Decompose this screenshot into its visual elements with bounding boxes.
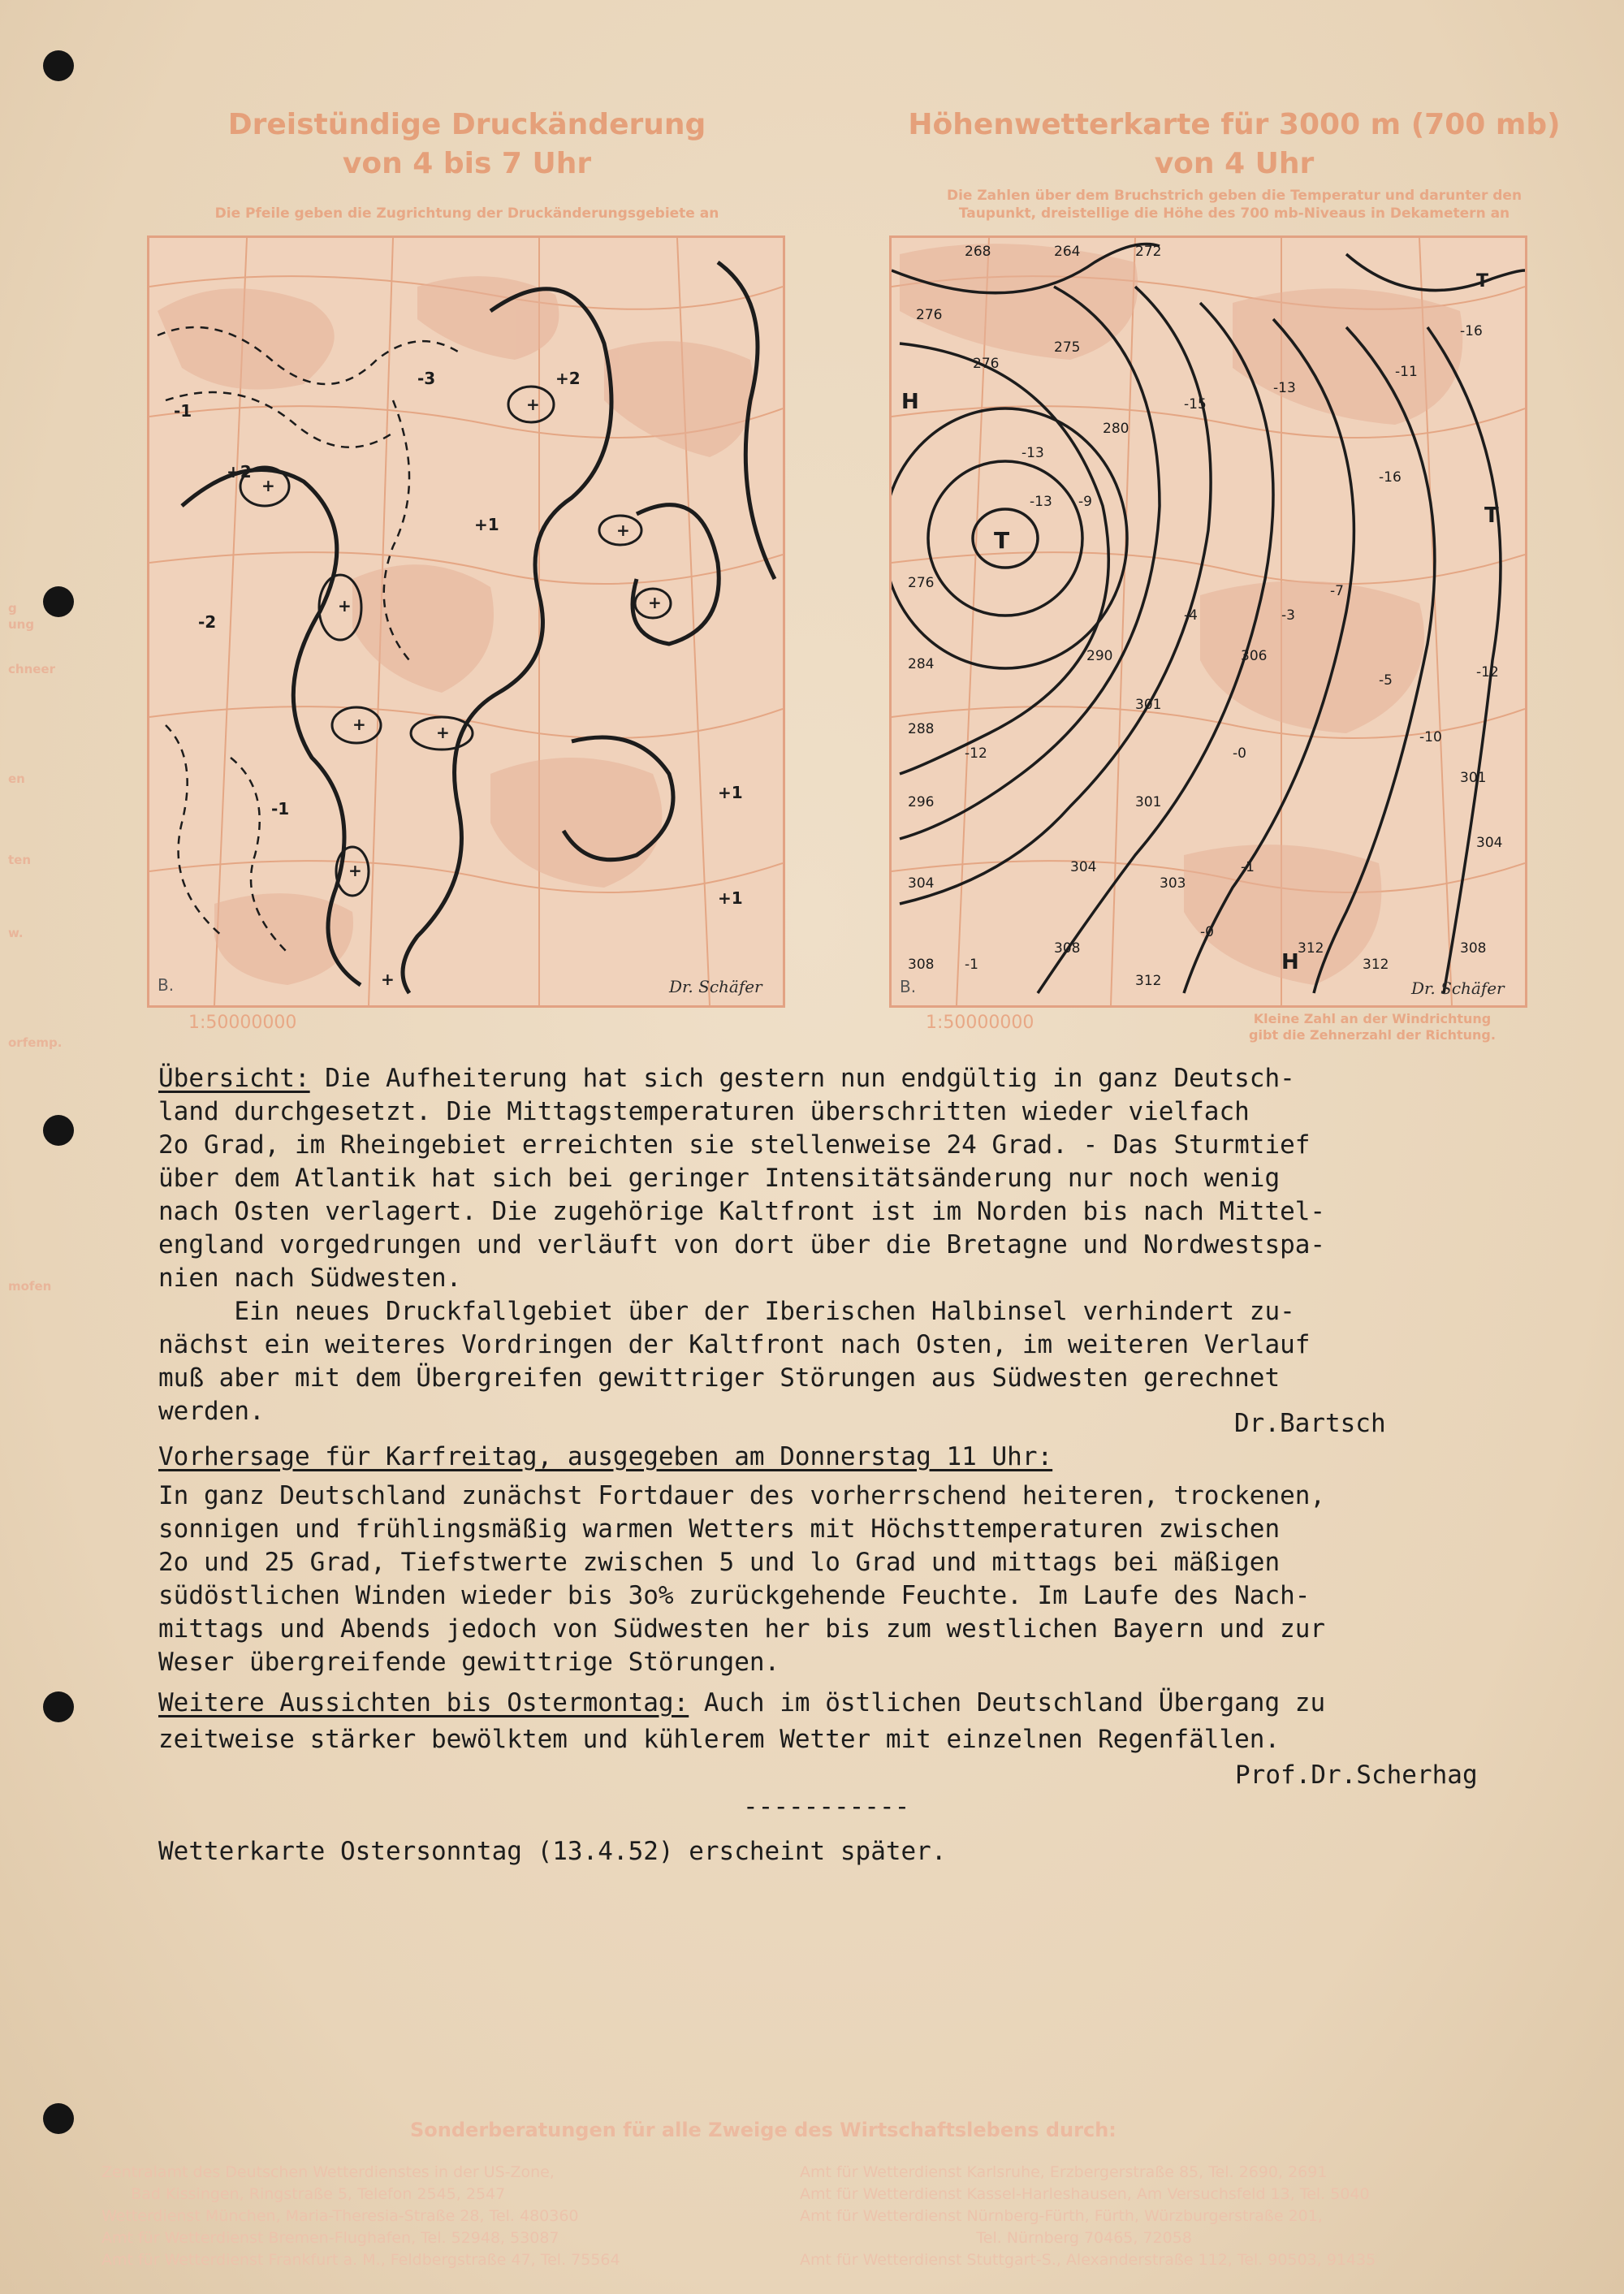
separator-line: ----------- (743, 1792, 910, 1821)
margin-note: ung (8, 617, 35, 632)
pressure-change-map-drawing (149, 238, 783, 1005)
svg-text:264: 264 (1054, 244, 1081, 260)
aussichten-line1-text: Auch im östlichen Deutschland Übergang zu (689, 1688, 1326, 1717)
svg-text:275: 275 (1054, 339, 1081, 356)
svg-text:312: 312 (1363, 957, 1389, 973)
svg-text:276: 276 (916, 307, 943, 323)
punch-hole (43, 1115, 74, 1146)
svg-text:-16: -16 (1460, 323, 1483, 339)
uebersicht-line1-text: Die Aufheiterung hat sich gestern nun endgültig in ganz Deutsch- (309, 1064, 1295, 1093)
svg-text:-9: -9 (1078, 494, 1092, 510)
svg-text:-12: -12 (965, 745, 987, 762)
right-map-subtitle-line2: Taupunkt, dreistellige die Höhe des 700 mb-Niveaus in Dekametern an (958, 205, 1510, 222)
vorhersage-line: Weser übergreifende gewittrige Störungen. (158, 1648, 780, 1677)
svg-text:-13: -13 (1021, 445, 1044, 461)
svg-text:-12: -12 (1476, 664, 1499, 680)
svg-text:280: 280 (1103, 421, 1129, 437)
svg-text:+2: +2 (227, 462, 252, 482)
svg-text:312: 312 (1298, 940, 1324, 957)
svg-text:301: 301 (1135, 794, 1162, 810)
svg-text:308: 308 (1460, 940, 1487, 957)
left-map-title-line2: von 4 bis 7 Uhr (342, 147, 592, 180)
left-map-corner-label: B. (158, 975, 175, 995)
aussichten-line-2: zeitweise stärker bewölktem und kühlerem Wetter mit einzelnen Regenfällen. (158, 1725, 1281, 1754)
right-map-corner-label: B. (900, 977, 917, 996)
svg-text:-1: -1 (965, 957, 978, 973)
svg-text:301: 301 (1135, 697, 1162, 713)
svg-text:304: 304 (1070, 859, 1097, 875)
svg-text:+: + (526, 395, 540, 414)
svg-text:284: 284 (908, 656, 935, 672)
svg-text:+: + (261, 476, 275, 495)
svg-text:+: + (352, 715, 366, 734)
svg-text:+1: +1 (718, 783, 743, 802)
svg-text:290: 290 (1086, 648, 1113, 664)
footer-left-line: Zentralamt des Deutschen Wetterdienstes in der US-Zone, (102, 2163, 555, 2181)
signature-scherhag: Prof.Dr.Scherhag (1235, 1760, 1478, 1790)
margin-note: mofen (8, 1279, 52, 1294)
footer-right-line: Amt für Wetterdienst Kassel-Harleshausen, Am Versuchsfeld 13, Tel. 5040 (800, 2185, 1370, 2203)
left-map-subtitle: Die Pfeile geben die Zugrichtung der Druckänderungsgebiete an (214, 205, 719, 222)
svg-text:+2: +2 (555, 369, 581, 388)
svg-text:-5: -5 (1379, 672, 1393, 689)
vorhersage-line: sonnigen und frühlingsmäßig warmen Wetters mit Höchsttemperaturen zwischen (158, 1514, 1281, 1544)
uebersicht-line: nach Osten verlagert. Die zugehörige Kaltfront ist im Norden bis nach Mittel- (158, 1197, 1326, 1226)
footer-left-line: Amt für Wetterdienst Frankfurt a. M., Feldbergstraße 47, Tel. 75564 (102, 2251, 620, 2269)
right-map-title (885, 106, 1583, 184)
uebersicht-line: 2o Grad, im Rheingebiet erreichten sie stellenweise 24 Grad. - Das Sturmtief (158, 1130, 1311, 1160)
svg-text:H: H (1281, 950, 1299, 974)
svg-text:296: 296 (908, 794, 935, 810)
uebersicht-line-1 (158, 1062, 1295, 1095)
upper-air-map-drawing (892, 238, 1525, 1005)
svg-text:+: + (436, 723, 450, 742)
uebersicht-line: england vorgedrungen und verläuft von dort über die Bretagne und Nordwestspa- (158, 1230, 1326, 1259)
left-map-scale: 1:50000000 (188, 1013, 297, 1033)
right-map-subtitle-line1: Die Zahlen über dem Bruchstrich geben die Temperatur und darunter den (946, 188, 1522, 204)
uebersicht-line: muß aber mit dem Übergreifen gewittriger Störungen aus Südwesten gerechnet (158, 1363, 1281, 1393)
svg-text:-1: -1 (1241, 859, 1255, 875)
margin-note: w. (8, 926, 24, 940)
left-map-author: Dr. Schäfer (669, 977, 762, 996)
uebersicht-line: werden. (158, 1397, 265, 1426)
left-map-title (142, 106, 792, 184)
vorhersage-line: In ganz Deutschland zunächst Fortdauer des vorherrschend heiteren, trockenen, (158, 1481, 1326, 1510)
uebersicht-line: Ein neues Druckfallgebiet über der Iberischen Halbinsel verhindert zu- (158, 1297, 1295, 1326)
upper-air-map (889, 235, 1527, 1008)
svg-text:272: 272 (1135, 244, 1162, 260)
svg-text:-16: -16 (1379, 469, 1402, 486)
right-map-subtitle (885, 187, 1583, 222)
right-map-title-line2: von 4 Uhr (1154, 147, 1315, 180)
right-map-title-line1: Höhenwetterkarte für 3000 m (700 mb) (908, 108, 1561, 141)
uebersicht-line: über dem Atlantik hat sich bei geringer Intensitätsänderung nur noch wenig (158, 1164, 1281, 1193)
margin-note: orfemp. (8, 1035, 63, 1050)
footer-right-line: Amt für Wetterdienst Stuttgart-S., Alexanderstraße 112, Tel. 90503, 91435 (800, 2251, 1376, 2269)
svg-text:-0: -0 (1200, 924, 1214, 940)
margin-note: chneer (8, 662, 55, 676)
punch-hole (43, 2103, 74, 2134)
svg-text:312: 312 (1135, 973, 1162, 989)
footer-right-line: Amt für Wetterdienst Karlsruhe, Erzbergerstraße 85, Tel. 2690, 2691 (800, 2163, 1328, 2181)
vorhersage-line: mittags und Abends jedoch von Südwesten her bis zum westlichen Bayern und zur (158, 1614, 1326, 1644)
svg-text:T: T (1484, 503, 1499, 528)
svg-text:-1: -1 (271, 799, 290, 819)
right-map-note-line1: Kleine Zahl an der Windrichtung (1253, 1011, 1492, 1026)
svg-text:276: 276 (973, 356, 1000, 372)
footer-left-line: Amt für Wetterdienst Bremen-Flughafen, Tel. 52948, 53087 (102, 2229, 559, 2247)
pressure-change-map (147, 235, 785, 1008)
svg-text:+1: +1 (718, 888, 743, 908)
closing-note: Wetterkarte Ostersonntag (13.4.52) erscheint später. (158, 1837, 947, 1866)
svg-text:-11: -11 (1395, 364, 1418, 380)
vorhersage-line: 2o und 25 Grad, Tiefstwerte zwischen 5 und lo Grad und mittags bei mäßigen (158, 1548, 1281, 1577)
svg-text:301: 301 (1460, 770, 1487, 786)
svg-text:+: + (338, 596, 352, 616)
right-map-scale: 1:50000000 (926, 1013, 1034, 1033)
svg-text:+: + (348, 861, 362, 880)
svg-text:H: H (901, 390, 919, 414)
footer-right-line: Tel. Nürnberg 70465, 72058 (800, 2229, 1192, 2247)
margin-note: en (8, 771, 25, 786)
aussichten-line-1 (158, 1687, 1325, 1720)
svg-text:-10: -10 (1419, 729, 1442, 745)
uebersicht-heading: Übersicht: (158, 1064, 310, 1093)
vorhersage-line: südöstlichen Winden wieder bis 3o% zurückgehende Feuchte. Im Laufe des Nach- (158, 1581, 1311, 1610)
left-map-title-line1: Dreistündige Druckänderung (227, 108, 706, 141)
svg-text:-3: -3 (1281, 607, 1295, 624)
right-map-note-line2: gibt die Zehnerzahl der Richtung. (1249, 1027, 1496, 1043)
uebersicht-line: land durchgesetzt. Die Mittagstemperaturen überschritten wieder vielfach (158, 1097, 1250, 1126)
punch-hole (43, 50, 74, 81)
svg-text:276: 276 (908, 575, 935, 591)
svg-text:304: 304 (1476, 835, 1503, 851)
right-map-author: Dr. Schäfer (1411, 979, 1505, 998)
svg-text:288: 288 (908, 721, 935, 737)
uebersicht-line: nächst ein weiteres Vordringen der Kaltfront nach Osten, im weiteren Verlauf (158, 1330, 1311, 1359)
svg-text:-0: -0 (1233, 745, 1246, 762)
svg-text:+: + (616, 521, 630, 540)
svg-text:-3: -3 (417, 369, 436, 388)
svg-text:-13: -13 (1030, 494, 1052, 510)
punch-hole (43, 1691, 74, 1722)
signature-bartsch: Dr.Bartsch (1234, 1409, 1386, 1438)
right-map-note (1210, 1011, 1535, 1043)
svg-text:-2: -2 (198, 612, 217, 632)
margin-note: ten (8, 853, 32, 867)
footer-right-line: Amt für Wetterdienst Nürnberg-Fürth, Fürth, Würzburgerstraße 201, (800, 2207, 1323, 2225)
svg-text:T: T (1476, 271, 1489, 292)
svg-text:+: + (648, 593, 662, 612)
svg-text:-7: -7 (1330, 583, 1344, 599)
svg-text:268: 268 (965, 244, 991, 260)
svg-text:308: 308 (908, 957, 935, 973)
svg-text:-15: -15 (1184, 396, 1207, 413)
svg-text:T: T (994, 527, 1010, 554)
margin-note: g (8, 601, 17, 616)
uebersicht-line: nien nach Südwesten. (158, 1264, 462, 1293)
footer-left-line: Wetterdienst München, Maria-Theresia-Straße 28, Tel. 480360 (102, 2207, 579, 2225)
svg-text:-13: -13 (1273, 380, 1296, 396)
svg-text:-1: -1 (174, 401, 192, 421)
footer-left-line: Bad Kissingen, Ringstraße 5, Telefon 2545, 2547 (102, 2185, 506, 2203)
svg-text:+1: +1 (474, 515, 499, 534)
svg-text:308: 308 (1054, 940, 1081, 957)
vorhersage-heading: Vorhersage für Karfreitag, ausgegeben am Donnerstag 11 Uhr: (158, 1442, 1053, 1471)
footer-heading: Sonderberatungen für alle Zweige des Wirtschaftslebens durch: (410, 2119, 1116, 2141)
svg-text:303: 303 (1160, 875, 1186, 892)
aussichten-heading: Weitere Aussichten bis Ostermontag: (158, 1688, 689, 1717)
svg-text:-4: -4 (1184, 607, 1198, 624)
svg-text:+: + (381, 970, 395, 989)
svg-text:304: 304 (908, 875, 935, 892)
svg-text:306: 306 (1241, 648, 1268, 664)
